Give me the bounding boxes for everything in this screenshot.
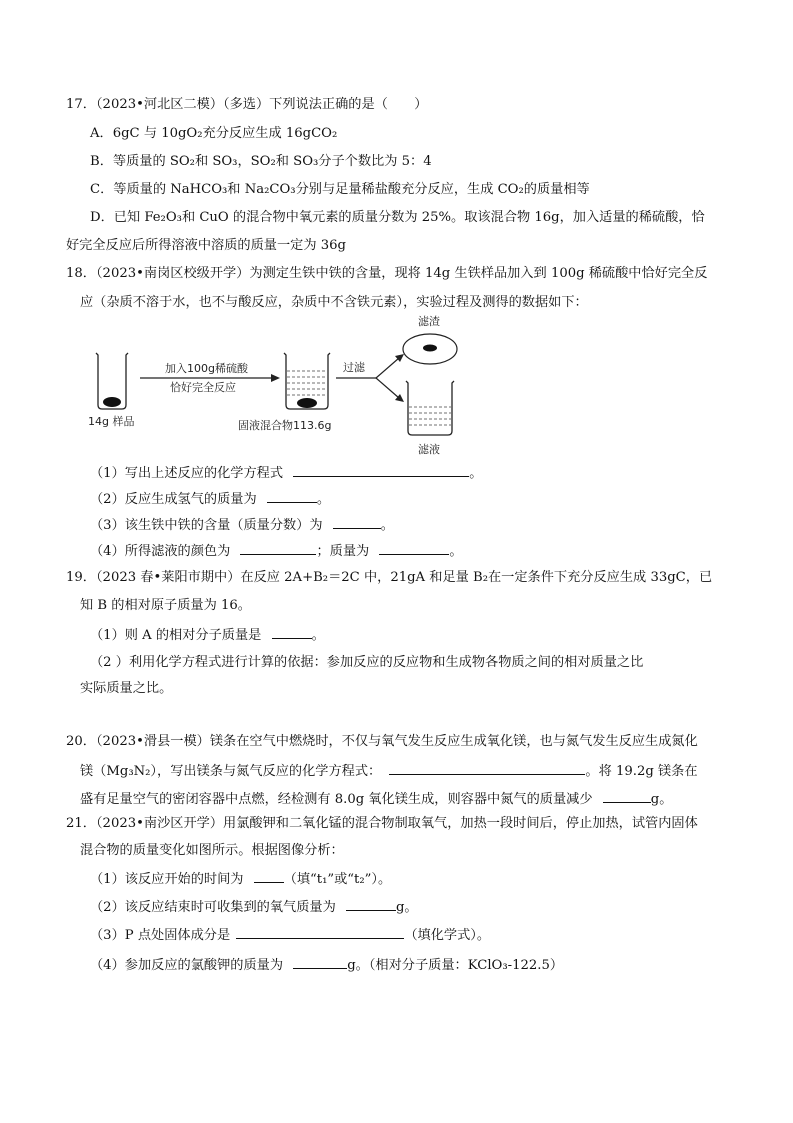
q17-option-b: B．等质量的 SO₂和 SO₃，SO₂和 SO₃分子个数比为 5：4 [90,154,432,169]
q19-part2-line2: 实际质量之比。 [80,681,173,696]
q20-line2 [80,762,698,780]
mixture-label: 固液混合物113.6g [238,419,332,432]
mixture-beaker [284,353,330,409]
q19-stem-line1: 19．（2023 春•莱阳市期中）在反应 2A+B₂＝2C 中，21gA 和足量 B₂在一定条件下充分反应生成 33gC，已 [66,570,713,585]
q18-part4-text-a: （4）所得滤液的颜色为 [90,544,231,559]
q18-part2: （2）反应生成氢气的质量为 。 [90,492,331,507]
complete-reaction-label: 恰好完全反应 [170,381,236,394]
q20-line2-text: 镁（Mg₃N₂），写出镁条与氮气反应的化学方程式： [80,764,382,779]
add-acid-arrowhead [271,374,280,382]
q18-part3: （3）该生铁中铁的含量（质量分数）为 。 [90,518,394,533]
q21-part3-text: （3）P 点处固体成分是 [90,928,231,943]
q21-part4 [90,956,563,974]
answer-blank[interactable] [333,516,381,529]
q21-line1: 21．（2023•南沙区开学）用氯酸钾和二氧化锰的混合物制取氧气，加热一段时间后，停止加热，试管内固体 [66,816,698,831]
q17-option-d-line2: 好完全反应后所得溶液中溶质的质量一定为 36g [66,238,346,253]
q18-part3-text: （3）该生铁中铁的含量（质量分数）为 [90,518,323,533]
q21-part2-text: （2）该反应结束时可收集到的氧气质量为 [90,900,336,915]
answer-blank[interactable] [236,926,404,939]
answer-blank[interactable] [240,542,316,555]
answer-blank[interactable] [267,490,317,503]
q19-part2-line1: （2 ）利用化学方程式进行计算的依据：参加反应的反应物和生成物各物质之间的相对质量之比 [90,655,644,670]
q19-part1-text: （1）则 A 的相对分子质量是 [90,628,262,643]
filtrate-beaker [406,381,454,435]
answer-blank[interactable] [379,542,449,555]
q17-option-c: C．等质量的 NaHCO₃和 Na₂CO₃分别与足量稀盐酸充分反应，生成 CO₂的质量相等 [90,182,590,197]
q18-stem-line1: 18．（2023•南岗区校级开学）为测定生铁中铁的含量，现将 14g 生铁样品加入到 100g 稀硫酸中恰好完全反 [66,266,708,281]
answer-blank[interactable] [346,898,396,911]
q18-stem-line2: 应（杂质不溶于水，也不与酸反应，杂质中不含铁元素），实验过程及测得的数据如下： [80,295,588,310]
q20-line1: 20．（2023•滑县一模）镁条在空气中燃烧时，不仅与氧气发生反应生成氧化镁，也与氮气发生反应生成氮化 [66,734,698,749]
q18-part1: （1）写出上述反应的化学方程式 。 [90,466,483,481]
answer-blank[interactable] [293,464,469,477]
sample-label: 14g 样品 [88,415,135,428]
q21-part3-end: （填化学式）。 [404,928,491,943]
q20-line3-text: 盛有足量空气的密闭容器中点燃，经检测有 8.0g 氧化镁生成，则容器中氮气的质量减少 [80,792,593,807]
residue-solid [423,345,437,352]
answer-blank[interactable] [293,956,347,969]
residue-label: 滤渣 [418,315,440,328]
filter-label: 过滤 [343,361,365,374]
answer-blank[interactable] [389,762,585,775]
experiment-diagram [88,305,488,460]
q21-part3 [90,926,490,944]
q17-option-d-line1: D．已知 Fe₂O₃和 CuO 的混合物中氧元素的质量分数为 25%。取该混合物 16g，加入适量的稀硫酸，恰 [90,210,705,225]
sample-beaker [96,353,128,409]
q21-part2: （2）该反应结束时可收集到的氧气质量为 g。 [90,900,418,915]
answer-blank[interactable] [603,790,651,803]
q21-line2: 混合物的质量变化如图所示。根据图像分析： [80,843,344,858]
answer-blank[interactable] [272,626,312,639]
q17-stem: 17．（2023•河北区二模）（多选）下列说法正确的是（ ） [66,97,428,112]
q21-part4-text: （4）参加反应的氯酸钾的质量为 [90,958,284,973]
residue-arrow [376,358,399,378]
q18-part4-text-b: ；质量为 [316,544,370,559]
q19-stem-line2: 知 B 的相对原子质量为 16。 [80,598,251,613]
q17-option-a: A．6gC 与 10gO₂充分反应生成 16gCO₂ [90,126,338,141]
filtrate-arrow [376,378,399,398]
q19-part1: （1）则 A 的相对分子质量是 。 [90,628,325,643]
q20-line2-end: 。将 19.2g 镁条在 [585,764,698,779]
filtrate-label: 滤液 [418,443,440,456]
q18-part2-text: （2）反应生成氢气的质量为 [90,492,257,507]
q21-part4-end: g。（相对分子质量：KClO₃-122.5） [347,958,564,973]
q18-part4: （4）所得滤液的颜色为 ；质量为 。 [90,544,463,559]
q21-part1 [90,870,391,888]
q18-part1-text: （1）写出上述反应的化学方程式 [90,466,284,481]
q21-part1-text: （1）该反应开始的时间为 [90,872,244,887]
answer-blank[interactable] [254,870,284,883]
add-acid-label: 加入100g稀硫酸 [165,362,248,375]
q20-line3: 盛有足量空气的密闭容器中点燃，经检测有 8.0g 氧化镁生成，则容器中氮气的质量减少 g。 [80,792,673,807]
q21-part1-end: （填“t₁”或“t₂”）。 [283,872,392,887]
